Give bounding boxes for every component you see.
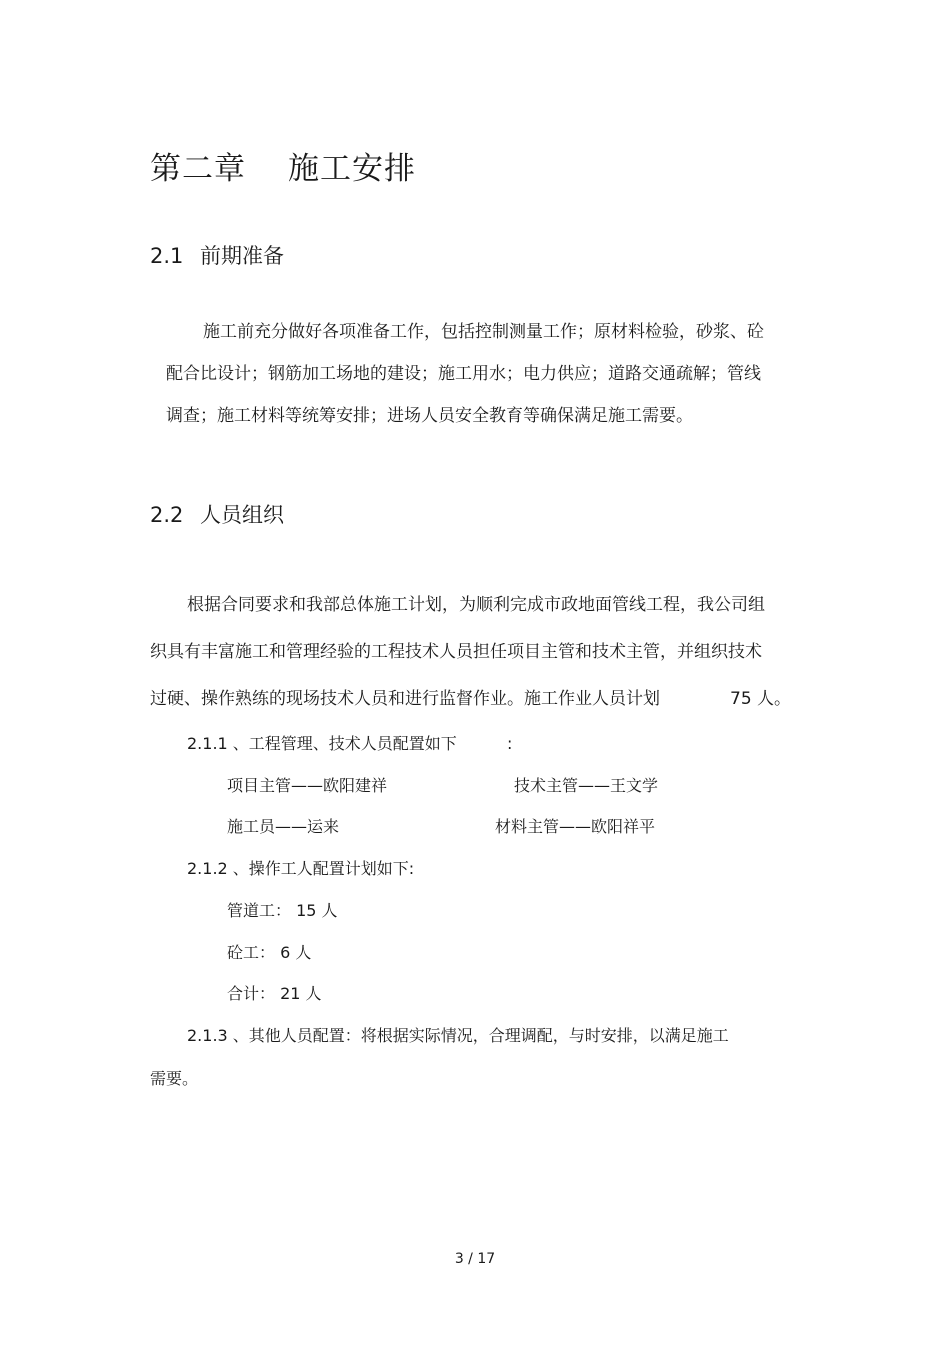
worker-entry: 管道工： 15 人 — [227, 901, 338, 920]
paragraph-line: 织具有丰富施工和管理经验的工程技术人员担任项目主管和技术主管，并组织技术 — [150, 642, 762, 662]
paragraph-line: 过硬、操作熟练的现场技术人员和进行监督作业。施工作业人员计划 — [150, 689, 660, 709]
chapter-number: 第二章 — [150, 151, 246, 187]
section-title: 人员组织 — [200, 503, 284, 527]
staff-entry: 项目主管——欧阳建祥 — [227, 776, 388, 795]
section-number: 2.1 — [150, 244, 184, 268]
subsection-heading: 2.1.1 、工程管理、技术人员配置如下 — [187, 734, 457, 753]
staff-entry: 材料主管——欧阳祥平 — [495, 817, 656, 836]
subsection-heading: 2.1.2 、操作工人配置计划如下: — [187, 859, 415, 878]
subsection-heading: 2.1.3 、其他人员配置：将根据实际情况，合理调配，与时安排，以满足施工 — [187, 1026, 729, 1045]
chapter-name: 施工安排 — [288, 151, 416, 187]
section-title: 前期准备 — [200, 244, 284, 268]
chapter-title — [150, 143, 416, 188]
section-heading-2-1 — [150, 240, 284, 270]
worker-entry: 合计： 21 人 — [227, 984, 322, 1003]
paragraph-line: 需要。 — [150, 1069, 199, 1088]
staff-entry: 技术主管——王文学 — [514, 776, 659, 795]
subsection-colon: : — [507, 734, 513, 753]
paragraph-line: 施工前充分做好各项准备工作，包括控制测量工作；原材料检验，砂浆、砼 — [203, 322, 764, 342]
worker-entry: 砼工： 6 人 — [227, 943, 312, 962]
paragraph-line: 配合比设计；钢筋加工场地的建设；施工用水；电力供应；道路交通疏解；管线 — [166, 364, 761, 384]
section-number: 2.2 — [150, 503, 184, 527]
staff-count: 75 人。 — [730, 689, 792, 709]
section-heading-2-2 — [150, 499, 284, 529]
paragraph-line: 调查；施工材料等统筹安排；进场人员安全教育等确保满足施工需要。 — [166, 406, 693, 426]
staff-entry: 施工员——运来 — [227, 817, 340, 836]
page-number: 3 / 17 — [454, 1251, 496, 1267]
paragraph-line: 根据合同要求和我部总体施工计划，为顺利完成市政地面管线工程，我公司组 — [187, 595, 765, 615]
